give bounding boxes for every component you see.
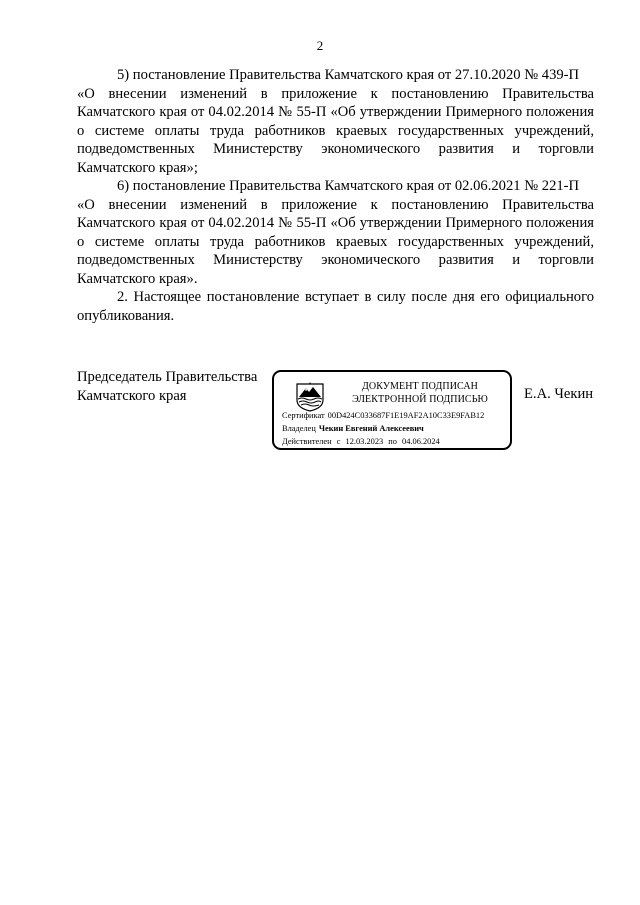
stamp-valid-label: Действителен: [282, 437, 332, 446]
stamp-certificate-value: 00D424C033687F1E19AF2A10C33E9FAB12: [327, 411, 485, 420]
electronic-signature-stamp: [272, 370, 512, 450]
stamp-validity: [282, 437, 440, 447]
list-item-5-first-line: 5) постановление Правительства Камчатского края от 27.10.2020 № 439-П: [117, 67, 580, 83]
list-item-5: [77, 66, 594, 177]
document-body: [77, 66, 594, 325]
stamp-valid-to-prefix: по: [388, 437, 397, 446]
stamp-certificate: [282, 411, 484, 421]
signer-position-line-2: Камчатского края: [77, 387, 187, 404]
list-item-6-first-line: 6) постановление Правительства Камчатского края от 02.06.2021 № 221-П: [117, 178, 580, 194]
signer-position: [77, 368, 257, 405]
list-item-5-continuation: «О внесении изменений в приложение к постановлению Правительства Камчатского края от 04.02.2014 № 55-П «Об утверждении Примерного положения о системе оплаты труда работников краевых государственных учреждений, подведомственных Министерству экономического развития и торговли Камчатского края»;: [77, 85, 594, 176]
stamp-title-line-2: ЭЛЕКТРОННОЙ ПОДПИСЬЮ: [352, 394, 488, 405]
page-number: 2: [316, 38, 324, 53]
stamp-owner: [282, 424, 424, 434]
signer-position-line-1: Председатель Правительства: [77, 369, 258, 385]
clause-2-paragraph: 2. Настоящее постановление вступает в силу после дня его официального опубликования.: [77, 289, 594, 324]
stamp-valid-to: 04.06.2024: [402, 437, 440, 446]
stamp-owner-label: Владелец: [282, 424, 316, 433]
kamchatka-coat-of-arms-icon: [288, 380, 332, 412]
list-item-6-continuation: «О внесении изменений в приложение к постановлению Правительства Камчатского края от 04.02.2014 № 55-П «Об утверждении Примерного положения о системе оплаты труда работников краевых государственных учреждений, подведомственных Министерству экономического развития и торговли Камчатского края».: [77, 196, 594, 287]
stamp-title-line-1: ДОКУМЕНТ ПОДПИСАН: [362, 381, 478, 392]
list-item-6: [77, 177, 594, 288]
stamp-title: [338, 380, 502, 406]
stamp-valid-from: 12.03.2023: [345, 437, 384, 446]
stamp-valid-from-prefix: с: [336, 437, 341, 446]
stamp-certificate-label: Сертификат: [282, 411, 325, 420]
stamp-owner-value: Чекин Евгений Алексеевич: [318, 424, 424, 433]
signer-name: Е.А. Чекин: [524, 386, 594, 402]
